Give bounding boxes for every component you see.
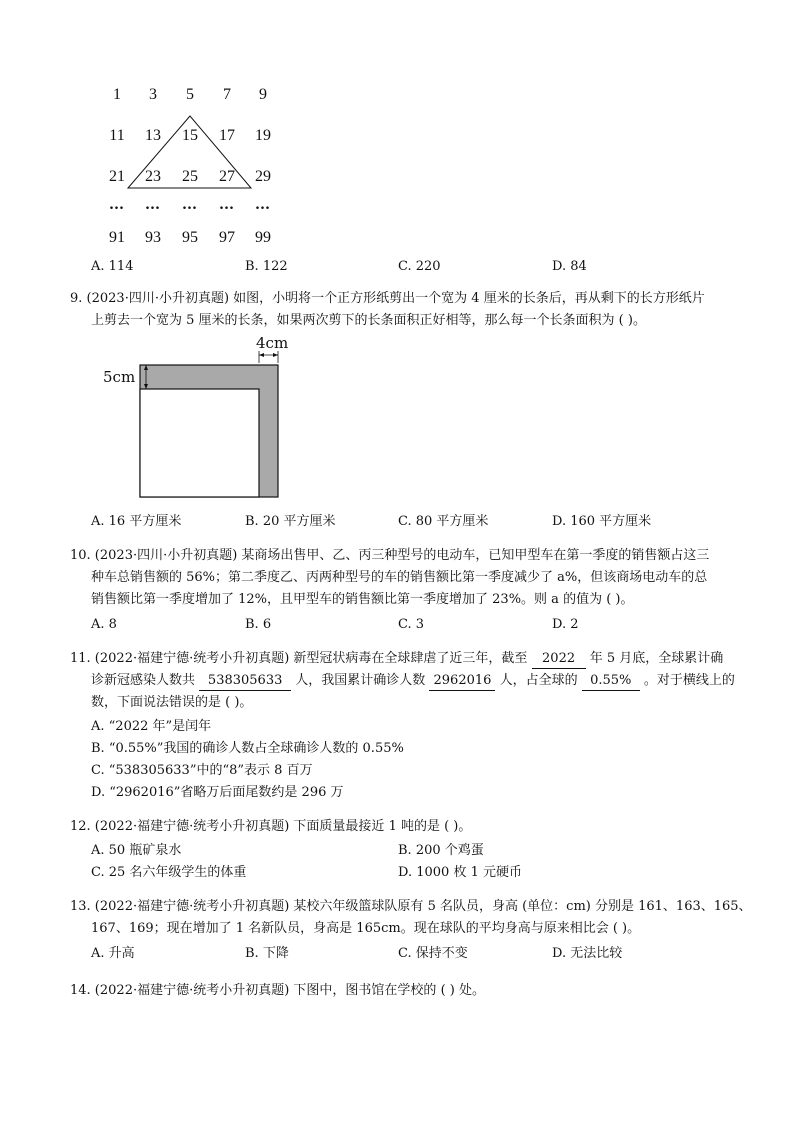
q11-blank-global: 538305633 [199, 672, 291, 691]
grid-cell: 27 [219, 168, 235, 185]
q11-blank-year: 2022 [532, 650, 586, 669]
grid-cell: 21 [109, 168, 125, 185]
q11-text: 11. (2022·福建宁德·统考小升初真题) 新型冠状病毒在全球肆虐了近三年，截至 [70, 651, 528, 666]
q13-option-a[interactable]: A. 升高 [91, 946, 135, 961]
q9-label-5cm: 5cm [103, 368, 136, 386]
grid-ellipsis: ... [255, 196, 271, 213]
q11-text: 诊新冠感染人数共 [91, 673, 196, 688]
q13-text-line1: 13. (2022·福建宁德·统考小升初真题) 某校六年级篮球队原有 5 名队员，身高 (单位：cm) 分别是 161、163、165、 [70, 899, 752, 914]
q8-option-a[interactable]: A. 114 [91, 259, 134, 274]
grid-cell: 3 [149, 86, 157, 103]
q12-option-b[interactable]: B. 200 个鸡蛋 [398, 843, 484, 858]
q11-text: 人，占全球的 [499, 673, 578, 688]
q10-text-line3: 销售额比第一季度增加了 12%，且甲型车的销售额比第一季度增加了 23%。则 a 的值为 ( )。 [91, 592, 634, 607]
grid-cell: 93 [145, 229, 161, 246]
grid-cell: 13 [145, 127, 161, 144]
q11-option-b[interactable]: B. “0.55%”我国的确诊人数占全球确诊人数的 0.55% [91, 741, 404, 756]
q9-option-d[interactable]: D. 160 平方厘米 [552, 514, 652, 529]
grid-ellipsis: ... [145, 196, 161, 213]
q12-option-d[interactable]: D. 1000 枚 1 元硬币 [398, 865, 522, 880]
q13-text-line2: 167、169；现在增加了 1 名新队员，身高是 165cm。现在球队的平均身高与原来相比会 ( )。 [91, 921, 641, 936]
grid-cell: 11 [109, 127, 125, 144]
q10-option-b[interactable]: B. 6 [245, 617, 272, 632]
grid-cell: 91 [109, 229, 125, 246]
q11-blank-percent: 0.55% [582, 672, 640, 691]
q11-text-line2 [91, 670, 735, 692]
grid-cell: 97 [219, 229, 235, 246]
q10-text-line2: 种车总销售额的 56%；第二季度乙、丙两种型号的车的销售额比第一季度减少了 a%，但该商场电动车的总 [91, 570, 708, 585]
grid-cell: 29 [255, 168, 271, 185]
grid-cell: 7 [223, 86, 231, 103]
q9-text-line2: 上剪去一个宽为 5 厘米的长条，如果两次剪下的长条面积正好相等，那么每一个长条面积为 ( )。 [91, 313, 646, 328]
q11-text-line3: 数，下面说法错误的是 ( )。 [91, 695, 253, 710]
grid-ellipsis: ... [182, 196, 198, 213]
q13-option-d[interactable]: D. 无法比较 [552, 946, 623, 961]
grid-cell: 17 [219, 127, 235, 144]
q11-option-a[interactable]: A. “2022 年”是闰年 [91, 719, 212, 734]
grid-cell: 25 [182, 168, 198, 185]
q8-option-c[interactable]: C. 220 [398, 259, 441, 274]
q11-option-d[interactable]: D. “2962016”省略万后面尾数约是 296 万 [91, 785, 344, 800]
q14-text-line1: 14. (2022·福建宁德·统考小升初真题) 下图中，图书馆在学校的 ( ) 处。 [70, 983, 485, 998]
q9-option-a[interactable]: A. 16 平方厘米 [91, 514, 182, 529]
grid-cell: 9 [259, 86, 267, 103]
q13-option-b[interactable]: B. 下降 [245, 946, 289, 961]
grid-cell: 99 [255, 229, 271, 246]
grid-ellipsis: ... [219, 196, 235, 213]
q11-option-c[interactable]: C. “538305633”中的“8”表示 8 百万 [91, 763, 313, 778]
q9-text-line1: 9. (2023·四川·小升初真题) 如图，小明将一个正方形纸剪出一个宽为 4 厘米的长条后，再从剩下的长方形纸片 [70, 291, 705, 306]
grid-cell: 15 [182, 127, 198, 144]
q9-option-b[interactable]: B. 20 平方厘米 [245, 514, 336, 529]
q10-option-d[interactable]: D. 2 [552, 617, 579, 632]
q12-option-a[interactable]: A. 50 瓶矿泉水 [91, 843, 182, 858]
grid-triangle [0, 0, 794, 260]
q10-option-c[interactable]: C. 3 [398, 617, 425, 632]
q9-label-4cm: 4cm [256, 334, 289, 352]
q13-option-c[interactable]: C. 保持不变 [398, 946, 468, 961]
grid-cell: 95 [182, 229, 198, 246]
q11-text: 人，我国累计确诊人数 [295, 673, 426, 688]
q10-option-a[interactable]: A. 8 [91, 617, 117, 632]
q10-text-line1: 10. (2023·四川·小升初真题) 某商场出售甲、乙、丙三种型号的电动车，已知甲型车在第一季度的销售额占这三 [70, 548, 710, 563]
q8-option-d[interactable]: D. 84 [552, 259, 587, 274]
q11-text: 。对于横线上的 [643, 673, 735, 688]
q11-blank-china: 2962016 [429, 672, 495, 691]
grid-cell: 5 [186, 86, 194, 103]
q9-option-c[interactable]: C. 80 平方厘米 [398, 514, 489, 529]
grid-cell: 23 [145, 168, 161, 185]
q8-option-b[interactable]: B. 122 [245, 259, 288, 274]
q12-option-c[interactable]: C. 25 名六年级学生的体重 [91, 865, 247, 880]
q11-text-line1 [70, 648, 723, 670]
grid-cell: 19 [255, 127, 271, 144]
q12-text-line1: 12. (2022·福建宁德·统考小升初真题) 下面质量最接近 1 吨的是 ( )。 [70, 819, 472, 834]
grid-ellipsis: ... [109, 196, 125, 213]
grid-cell: 1 [113, 86, 121, 103]
q11-text: 年 5 月底，全球累计确 [589, 651, 724, 666]
